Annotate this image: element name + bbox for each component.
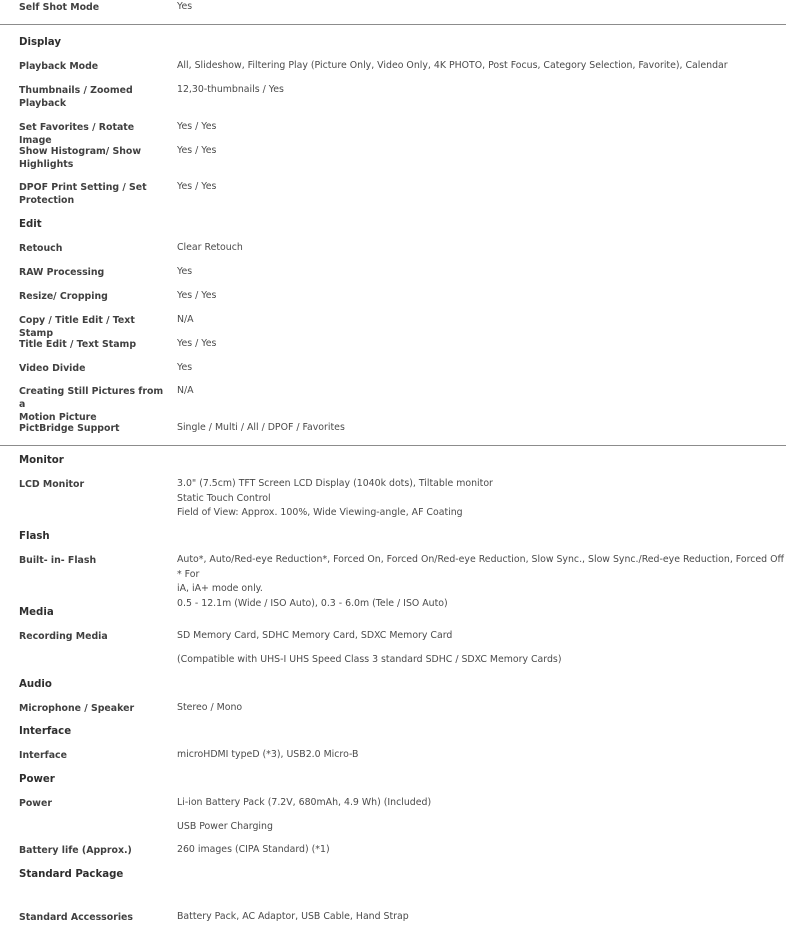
spec-value-pictbridge-support: Single / Multi / All / DPOF / Favorites xyxy=(177,422,345,433)
spec-value-creating-still-pictures: N/A xyxy=(177,385,194,396)
spec-label-line: Playback xyxy=(19,98,67,109)
spec-label-dpof-print-protection xyxy=(19,181,164,207)
spec-label-battery-life: Battery life (Approx.) xyxy=(19,845,132,856)
section-heading-display: Display xyxy=(19,37,61,48)
spec-label-line: Highlights xyxy=(19,159,74,170)
spec-value-resize-cropping: Yes / Yes xyxy=(177,290,217,301)
spec-label-playback-mode: Playback Mode xyxy=(19,61,99,72)
spec-value-raw-processing: Yes xyxy=(177,266,193,277)
spec-label-line: Protection xyxy=(19,195,75,206)
spec-value-title-edit-text-stamp: Yes / Yes xyxy=(177,338,217,349)
spec-label-recording-media: Recording Media xyxy=(19,631,108,642)
spec-label-interface: Interface xyxy=(19,750,67,761)
spec-value-lcd-monitor xyxy=(177,477,787,521)
section-heading-interface: Interface xyxy=(19,726,72,737)
spec-value-line: 0.5 - 12.1m (Wide / ISO Auto), 0.3 - 6.0m (Tele / ISO Auto) xyxy=(177,597,448,609)
section-divider xyxy=(0,24,786,25)
spec-value-microphone-speaker: Stereo / Mono xyxy=(177,702,243,713)
spec-value-playback-mode: All, Slideshow, Filtering Play (Picture Only, Video Only, 4K PHOTO, Post Focus, Category Selection, Favorite), Calendar xyxy=(177,60,728,71)
section-heading-standard-package: Standard Package xyxy=(19,869,124,880)
spec-value-recording-media: SD Memory Card, SDHC Memory Card, SDXC Memory Card xyxy=(177,630,453,641)
spec-label-resize-cropping: Resize/ Cropping xyxy=(19,291,108,302)
section-heading-monitor: Monitor xyxy=(19,455,64,466)
spec-value-line: Static Touch Control xyxy=(177,492,271,504)
spec-value-self-shot-mode: Yes xyxy=(177,1,193,12)
spec-label-raw-processing: RAW Processing xyxy=(19,267,105,278)
section-divider xyxy=(0,445,786,446)
spec-label-video-divide: Video Divide xyxy=(19,363,86,374)
spec-label-line: Thumbnails / Zoomed xyxy=(19,85,133,96)
spec-label-power: Power xyxy=(19,798,52,809)
spec-value-standard-accessories: Battery Pack, AC Adaptor, USB Cable, Hand Strap xyxy=(177,911,409,922)
spec-label-line: Show Histogram/ Show xyxy=(19,146,141,157)
spec-label-self-shot-mode: Self Shot Mode xyxy=(19,2,100,13)
spec-label-line: Motion Picture xyxy=(19,412,97,423)
spec-value-recording-media-compat: (Compatible with UHS-I UHS Speed Class 3 standard SDHC / SDXC Memory Cards) xyxy=(177,654,562,665)
spec-value-interface: microHDMI typeD (*3), USB2.0 Micro-B xyxy=(177,749,359,760)
spec-value-thumbnails-zoomed-playback: 12,30-thumbnails / Yes xyxy=(177,84,284,95)
spec-label-line: DPOF Print Setting / Set xyxy=(19,182,147,193)
spec-label-show-histogram-highlights xyxy=(19,145,164,171)
spec-value-line: iA, iA+ mode only. xyxy=(177,583,263,594)
spec-value-set-favorites-rotate: Yes / Yes xyxy=(177,121,217,132)
spec-value-show-histogram-highlights: Yes / Yes xyxy=(177,145,217,156)
spec-label-built-in-flash: Built- in- Flash xyxy=(19,555,97,566)
spec-value-power: Li-ion Battery Pack (7.2V, 680mAh, 4.9 Wh) (Included) xyxy=(177,797,432,808)
spec-label-line: Creating Still Pictures from a xyxy=(19,386,164,410)
spec-label-standard-accessories: Standard Accessories xyxy=(19,912,133,923)
spec-value-copy-title-edit-text-stamp: N/A xyxy=(177,314,194,325)
spec-value-retouch: Clear Retouch xyxy=(177,242,243,253)
section-heading-edit: Edit xyxy=(19,219,42,230)
spec-value-video-divide: Yes xyxy=(177,362,193,373)
spec-label-microphone-speaker: Microphone / Speaker xyxy=(19,703,135,714)
section-heading-flash: Flash xyxy=(19,531,50,542)
spec-label-creating-still-pictures xyxy=(19,385,164,424)
spec-value-battery-life: 260 images (CIPA Standard) (*1) xyxy=(177,844,330,855)
spec-label-lcd-monitor: LCD Monitor xyxy=(19,479,85,490)
spec-value-built-in-flash xyxy=(177,553,787,611)
spec-label-title-edit-text-stamp: Title Edit / Text Stamp xyxy=(19,339,137,350)
spec-label-pictbridge-support: PictBridge Support xyxy=(19,423,120,434)
spec-value-line: Field of View: Approx. 100%, Wide Viewing-angle, AF Coating xyxy=(177,507,463,518)
section-heading-power: Power xyxy=(19,774,55,785)
spec-value-line: Auto*, Auto/Red-eye Reduction*, Forced On, Forced On/Red-eye Reduction, Slow Sync., Slow Sync./Red-eye Reduction, Forced Off * For xyxy=(177,554,784,580)
section-heading-media: Media xyxy=(19,607,54,618)
spec-label-thumbnails-zoomed-playback xyxy=(19,84,164,110)
spec-value-line: 3.0" (7.5cm) TFT Screen LCD Display (1040k dots), Tiltable monitor xyxy=(177,478,493,489)
spec-label-retouch: Retouch xyxy=(19,243,63,254)
spec-label-copy-title-edit-text-stamp: Copy / Title Edit / Text Stamp xyxy=(19,315,135,339)
spec-value-usb-power-charging: USB Power Charging xyxy=(177,821,273,832)
spec-label-set-favorites-rotate: Set Favorites / Rotate Image xyxy=(19,122,135,146)
spec-value-dpof-print-protection: Yes / Yes xyxy=(177,181,217,192)
section-heading-audio: Audio xyxy=(19,679,52,690)
